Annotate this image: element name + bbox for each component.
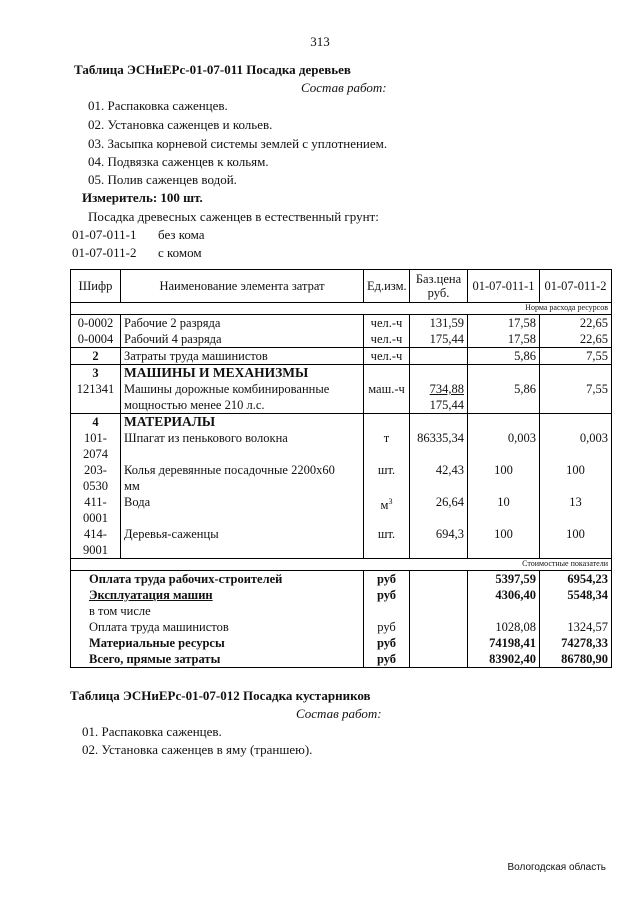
footer-region: Вологодская область (507, 862, 606, 873)
table-row (71, 348, 612, 365)
cell-code: 101-2074 (71, 430, 121, 462)
cost-label: Стоимостные показатели (71, 559, 612, 571)
cell-price-line: 175,44 (429, 398, 464, 412)
col-header-v2: 01-07-011-2 (540, 270, 612, 303)
cost-price (410, 619, 468, 635)
cell-price (410, 414, 468, 431)
cost-price (410, 571, 468, 588)
cell-unit: шт. (364, 526, 410, 559)
cost-unit: руб (364, 651, 410, 668)
cell-price (410, 381, 468, 414)
cell-price: 175,44 (410, 331, 468, 348)
cell-v1 (468, 414, 540, 431)
cost-v1 (468, 603, 540, 619)
cell-v1: 5,86 (468, 348, 540, 365)
work-item: 01. Распаковка саженцев. (82, 724, 222, 739)
cell-name-line: Машины дорожные комбинированные (124, 382, 330, 396)
cell-code: 0-0004 (71, 331, 121, 348)
cell-unit: т (364, 430, 410, 462)
cost-row (71, 651, 612, 668)
cell-unit (364, 494, 410, 526)
cell-v2 (540, 365, 612, 382)
cell-name-line: Колья деревянные посадочные 2200х60 (124, 463, 335, 477)
table-row (71, 315, 612, 332)
variant-code: 01-07-011-2 (72, 245, 137, 260)
cost-v2: 6954,23 (540, 571, 612, 588)
cell-price: 26,64 (410, 494, 468, 526)
table-row (71, 462, 612, 494)
cell-code: 4 (71, 414, 121, 431)
cell-name (121, 381, 364, 414)
cell-v2: 7,55 (540, 381, 612, 414)
cell-v1: 100 (468, 462, 540, 494)
col-header-v1: 01-07-011-1 (468, 270, 540, 303)
cost-name: Оплата труда рабочих-строителей (71, 571, 364, 588)
cost-label-row (71, 559, 612, 571)
cell-unit: чел.-ч (364, 315, 410, 332)
section-heading: МАШИНЫ И МЕХАНИЗМЫ (121, 365, 364, 382)
cost-row (71, 635, 612, 651)
norm-label: Норма расхода ресурсов (71, 303, 612, 315)
cost-row (71, 619, 612, 635)
cell-unit: шт. (364, 462, 410, 494)
variant-label: с комом (158, 245, 202, 260)
cell-code: 411-0001 (71, 494, 121, 526)
table-row (71, 526, 612, 559)
col-header-code: Шифр (71, 270, 121, 303)
cell-name: Вода (121, 494, 364, 526)
cell-price (410, 365, 468, 382)
col-header-name: Наименование элемента затрат (121, 270, 364, 303)
cell-price: 131,59 (410, 315, 468, 332)
cell-name-line: мощностью менее 210 л.с. (124, 398, 265, 412)
cell-v2: 22,65 (540, 315, 612, 332)
table-row (71, 365, 612, 382)
cost-price (410, 603, 468, 619)
cell-name (121, 462, 364, 494)
col-header-unit: Ед.изм. (364, 270, 410, 303)
cost-subnote: в том числе (71, 603, 364, 619)
cost-unit: руб (364, 571, 410, 588)
cell-code: 0-0002 (71, 315, 121, 332)
cell-price: 42,43 (410, 462, 468, 494)
work-item: 02. Установка саженцев и кольев. (88, 117, 273, 132)
cell-v2: 13 (540, 494, 612, 526)
variant-code: 01-07-011-1 (72, 227, 137, 242)
cell-code: 121341 (71, 381, 121, 414)
cost-name (71, 587, 364, 603)
table-row (71, 331, 612, 348)
cost-v2: 74278,33 (540, 635, 612, 651)
cell-v1: 10 (468, 494, 540, 526)
unit-base: м (380, 498, 389, 513)
table-header-row (71, 270, 612, 303)
cost-name: Всего, прямые затраты (71, 651, 364, 668)
table-row (71, 494, 612, 526)
cost-price (410, 651, 468, 668)
cost-row (71, 571, 612, 588)
cell-v1: 0,003 (468, 430, 540, 462)
cell-v2: 0,003 (540, 430, 612, 462)
cell-name: Деревья-саженцы (121, 526, 364, 559)
page-number: 313 (310, 34, 330, 49)
cell-name: Рабочие 2 разряда (121, 315, 364, 332)
cell-v1: 17,58 (468, 315, 540, 332)
cell-price (410, 348, 468, 365)
cost-unit: руб (364, 587, 410, 603)
cost-v1: 74198,41 (468, 635, 540, 651)
cell-code: 203-0530 (71, 462, 121, 494)
table2-works-header: Состав работ: (296, 706, 382, 721)
cell-v2: 100 (540, 526, 612, 559)
cell-v2 (540, 414, 612, 431)
cell-name: Шпагат из пенькового волокна (121, 430, 364, 462)
cell-code: 3 (71, 365, 121, 382)
table1-works-header: Состав работ: (301, 80, 387, 95)
cost-v2: 86780,90 (540, 651, 612, 668)
cost-v2: 5548,34 (540, 587, 612, 603)
cell-code: 2 (71, 348, 121, 365)
unit-superscript: 3 (388, 497, 393, 506)
norm-label-row (71, 303, 612, 315)
cost-unit: руб (364, 635, 410, 651)
meter-label: Измеритель: 100 шт. (82, 190, 203, 205)
work-item: 04. Подвязка саженцев к кольям. (88, 154, 269, 169)
cost-v1: 4306,40 (468, 587, 540, 603)
table-row (71, 381, 612, 414)
cell-price-line: 734,88 (429, 382, 464, 396)
work-item: 02. Установка саженцев в яму (траншею). (82, 742, 313, 757)
cell-name: Затраты труда машинистов (121, 348, 364, 365)
cell-v2: 22,65 (540, 331, 612, 348)
cell-name-line: мм (124, 479, 140, 493)
section-heading: МАТЕРИАЛЫ (121, 414, 364, 431)
cell-unit: чел.-ч (364, 348, 410, 365)
cost-row (71, 603, 612, 619)
cost-price (410, 587, 468, 603)
cost-price (410, 635, 468, 651)
cell-name: Рабочий 4 разряда (121, 331, 364, 348)
cost-v1: 83902,40 (468, 651, 540, 668)
cost-name-text: Эксплуатация машин (89, 588, 213, 602)
work-item: 05. Полив саженцев водой. (88, 172, 237, 187)
cost-row (71, 587, 612, 603)
cell-price: 694,3 (410, 526, 468, 559)
cell-v1 (468, 365, 540, 382)
cost-unit (364, 603, 410, 619)
cell-v1: 17,58 (468, 331, 540, 348)
work-item: 03. Засыпка корневой системы землей с уплотнением. (88, 136, 388, 151)
table2-title: Таблица ЭСНиЕРс-01-07-012 Посадка кустарников (70, 688, 371, 703)
cost-v1: 5397,59 (468, 571, 540, 588)
table-row (71, 430, 612, 462)
table-row (71, 414, 612, 431)
work-item: 01. Распаковка саженцев. (88, 98, 228, 113)
cost-name: Материальные ресурсы (71, 635, 364, 651)
cell-v2: 7,55 (540, 348, 612, 365)
cost-unit: руб (364, 619, 410, 635)
cell-v1: 5,86 (468, 381, 540, 414)
col-header-price: Баз.цена руб. (410, 270, 468, 303)
cost-v2 (540, 603, 612, 619)
cell-code: 414-9001 (71, 526, 121, 559)
cost-name: Оплата труда машинистов (71, 619, 364, 635)
cell-v2: 100 (540, 462, 612, 494)
cell-unit (364, 365, 410, 382)
cost-v2: 1324,57 (540, 619, 612, 635)
table1-title: Таблица ЭСНиЕРс-01-07-011 Посадка деревьев (74, 62, 351, 77)
cell-unit: чел.-ч (364, 331, 410, 348)
table1-description: Посадка древесных саженцев в естественный грунт: (88, 209, 379, 224)
variant-label: без кома (158, 227, 205, 242)
cost-v1: 1028,08 (468, 619, 540, 635)
cell-unit: маш.-ч (364, 381, 410, 414)
cell-v1: 100 (468, 526, 540, 559)
cell-price: 86335,34 (410, 430, 468, 462)
resources-table (70, 269, 612, 668)
cell-unit (364, 414, 410, 431)
